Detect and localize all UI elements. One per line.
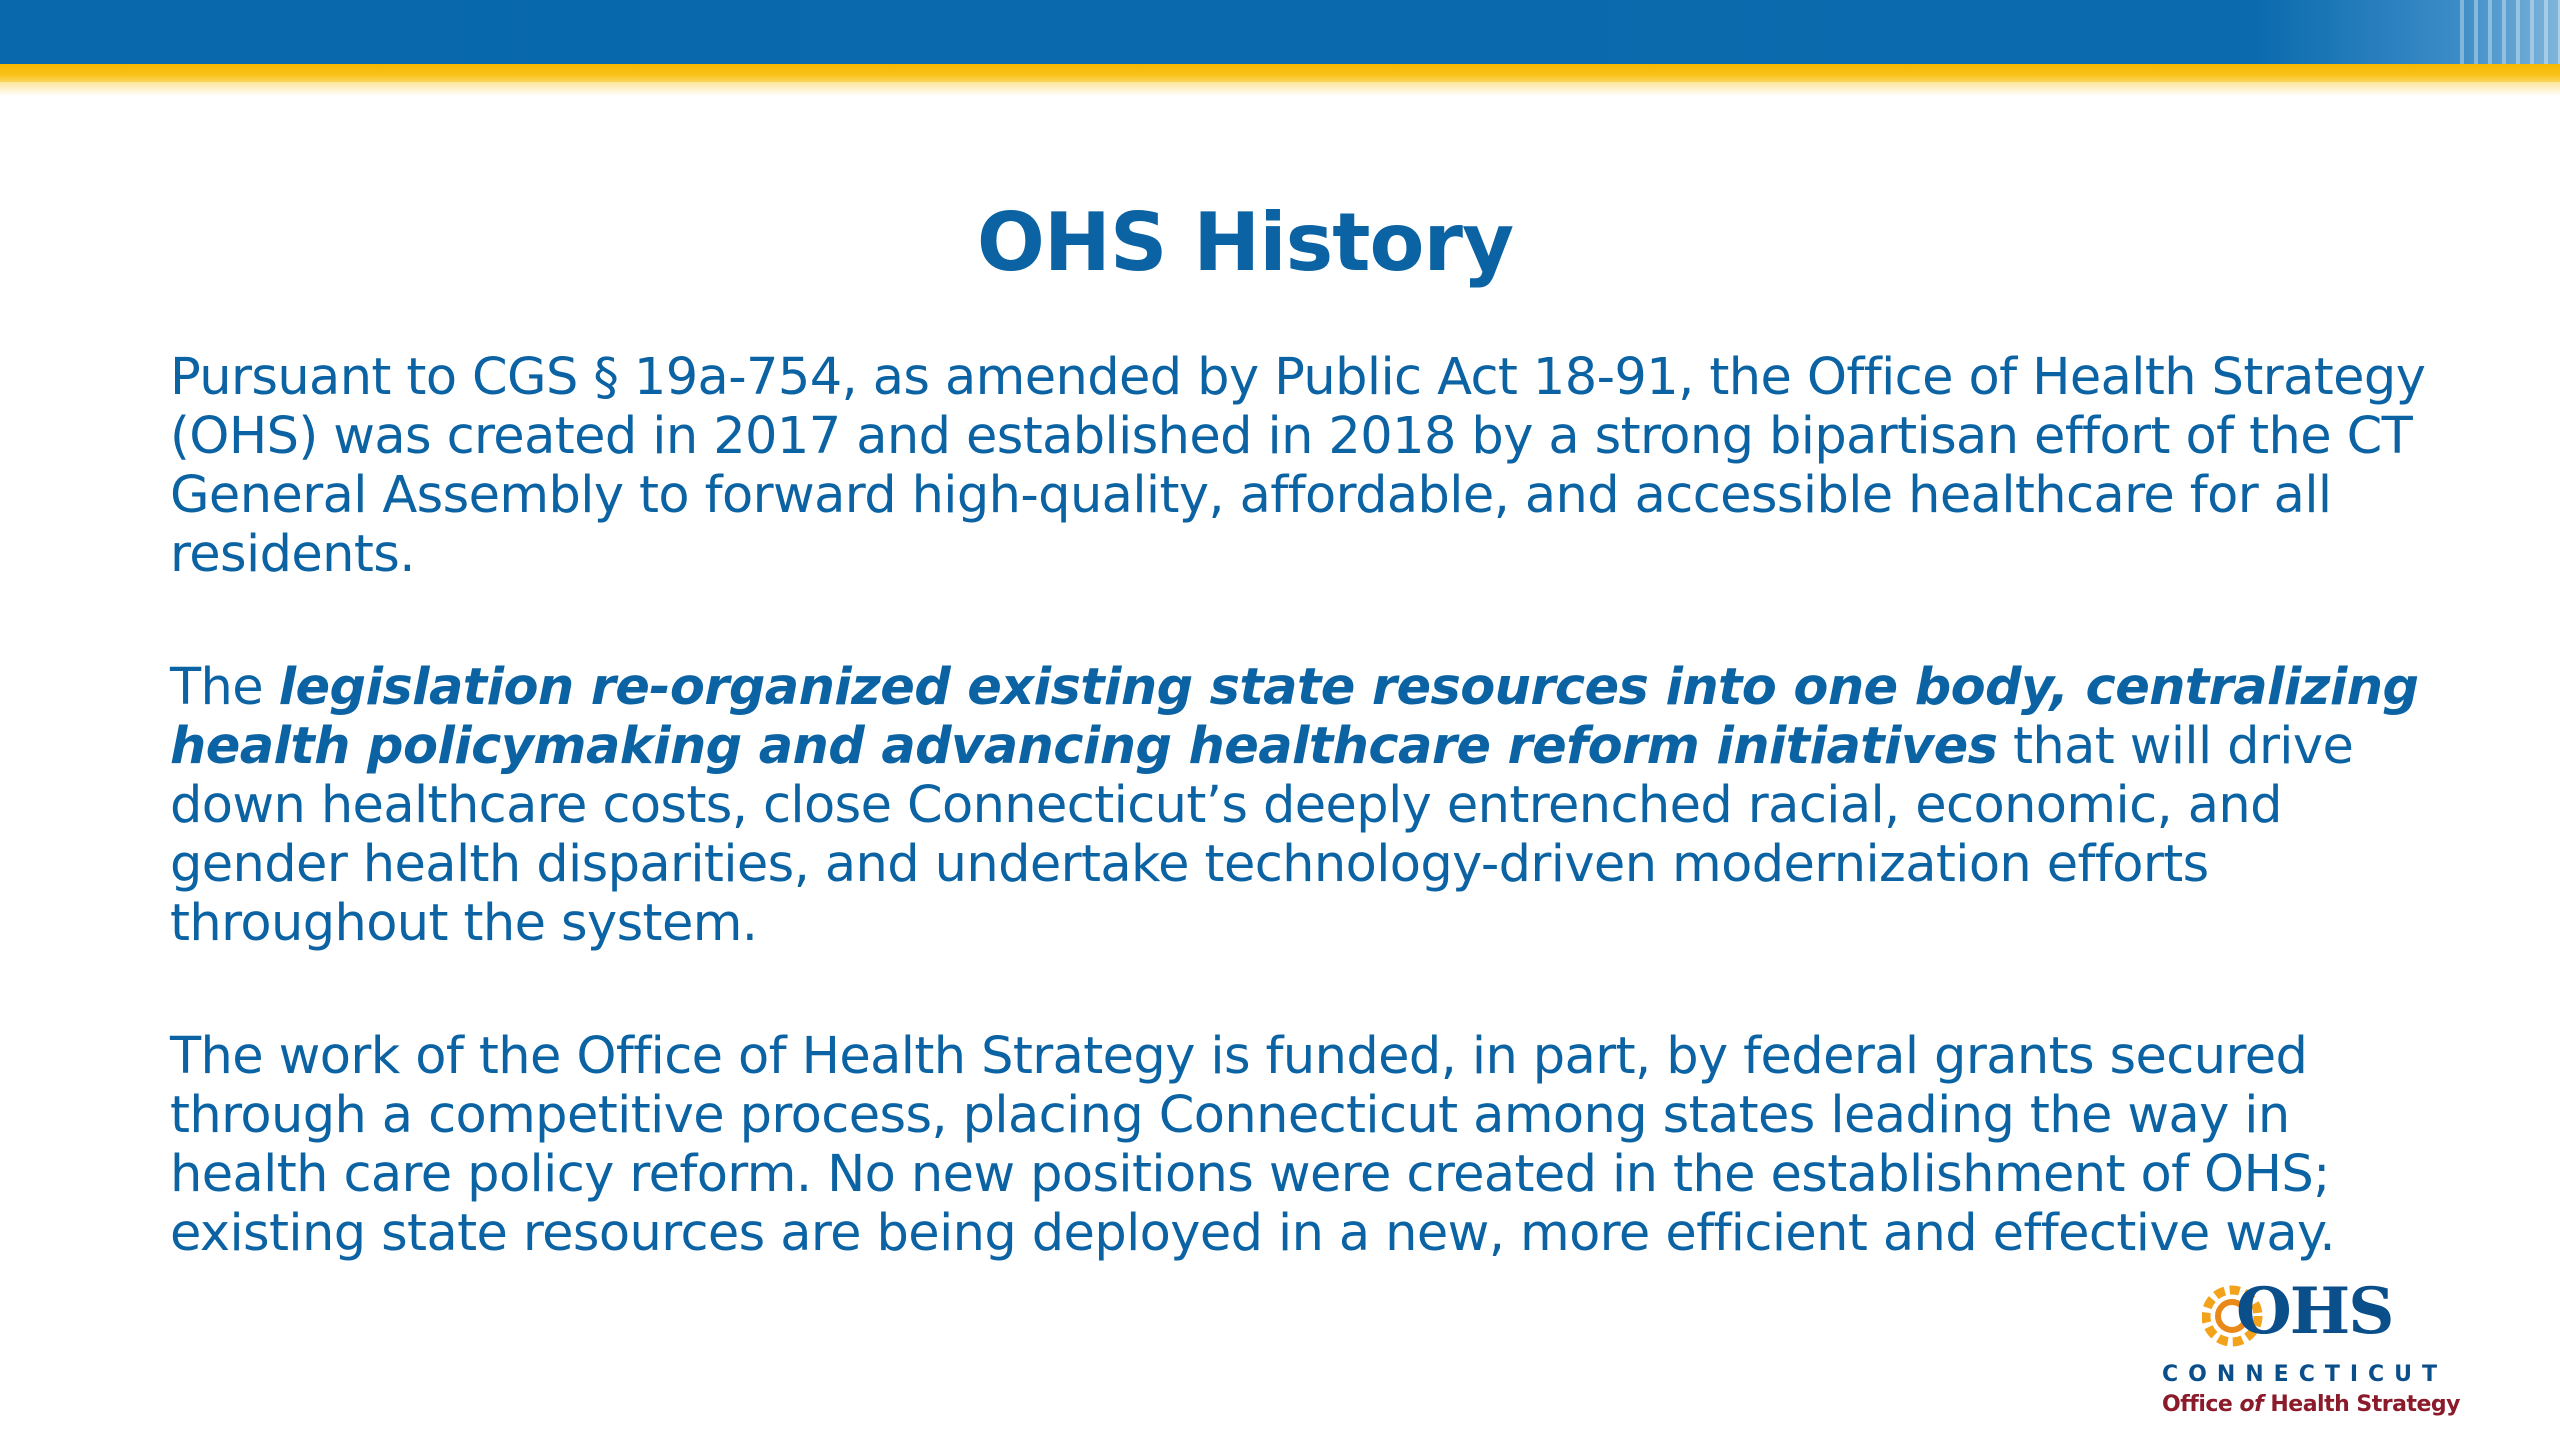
logo-office-name xyxy=(2162,1392,2460,1417)
paragraph-3: The work of the Office of Health Strategy is funded, in part, by federal grants secured through a competitive process, placing Connecticut among states leading the way in health care policy reform. No new positions were created in the establishment of OHS; existing state resources are being deployed in a new, more efficient and effective way. xyxy=(170,1027,2335,1263)
ohs-logo xyxy=(2150,1274,2461,1427)
gold-stripe-fade xyxy=(0,82,2560,96)
logo-office-of: of xyxy=(2239,1392,2264,1417)
gold-stripe xyxy=(0,64,2560,82)
paragraph-2-rest: that will drive down healthcare costs, close Connecticut’s deeply entrenched racial, economic, and gender health disparities, and undertake technology-driven modernization efforts throughout the system. xyxy=(170,717,2354,953)
logo-office-suffix: Health Strategy xyxy=(2263,1392,2461,1417)
paragraph-1: Pursuant to CGS § 19a-754, as amended by Public Act 18-91, the Office of Health Strategy (OHS) was created in 2017 and established in 2018 by a strong bipartisan effort of the CT General Assembly to forward high-quality, affordable, and accessible healthcare for all residents. xyxy=(170,348,2426,584)
paragraph-2 xyxy=(170,658,2440,953)
logo-state: CONNECTICUT xyxy=(2162,1362,2448,1387)
slide-title: OHS History xyxy=(976,196,1514,289)
slide-body xyxy=(170,348,2440,1337)
logo-office-prefix: Office xyxy=(2162,1392,2240,1417)
paragraph-2-emphasis: legislation re-organized existing state resources into one body, centralizing health policymaking and advancing healthcare reform initiatives xyxy=(170,658,2419,776)
paragraph-2-lead: The xyxy=(170,658,279,717)
logo-wordmark: OHS xyxy=(2236,1274,2393,1349)
top-banner xyxy=(0,0,2560,64)
